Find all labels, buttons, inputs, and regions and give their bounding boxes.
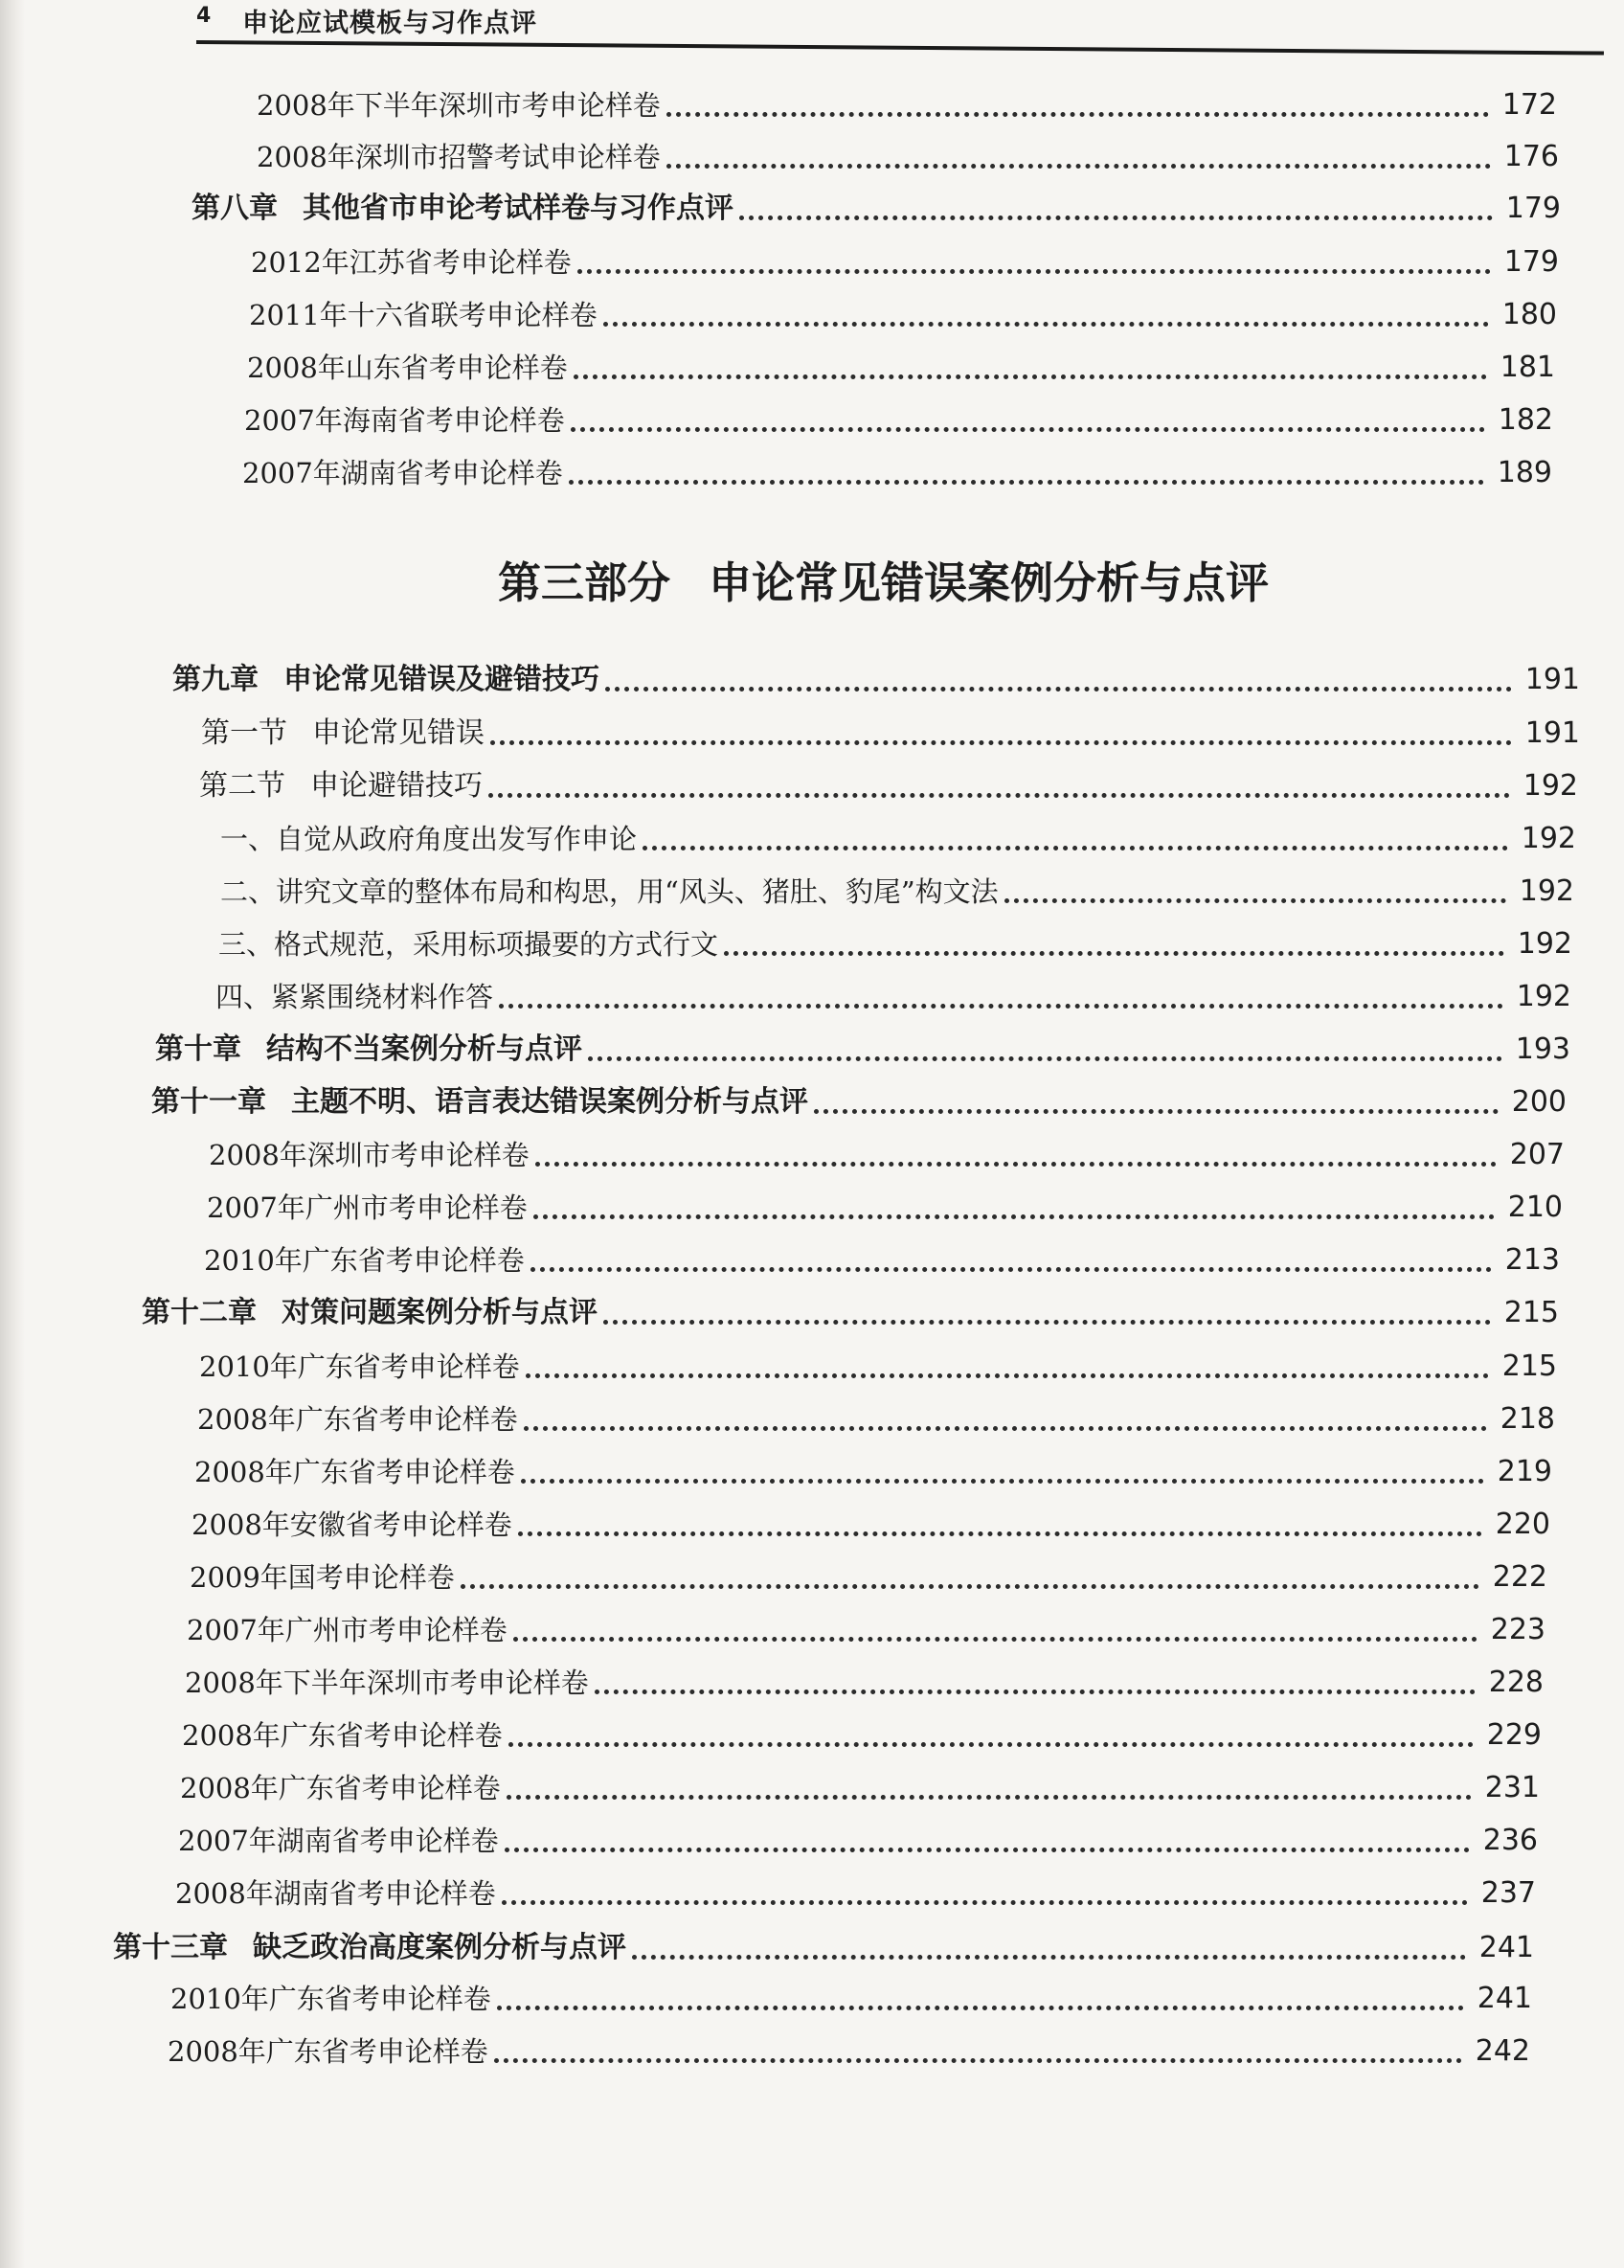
chapter-label: 第九章 bbox=[172, 663, 259, 696]
toc-page-number: 192 bbox=[1521, 822, 1576, 855]
toc-page-number: 191 bbox=[1524, 663, 1580, 696]
toc-entry-text: 2008年广东省考申论样卷 bbox=[182, 1719, 503, 1752]
section-title: 申论常见错误 bbox=[312, 716, 485, 750]
toc-entry bbox=[182, 1712, 1542, 1755]
leader-dots bbox=[521, 1479, 1484, 1484]
toc-entry-text: 2007年湖南省考申论样卷 bbox=[178, 1825, 499, 1857]
toc-entry-text: 2008年安徽省考申论样卷 bbox=[192, 1508, 512, 1541]
toc-page-number: 215 bbox=[1503, 1296, 1559, 1329]
toc-page-number: 241 bbox=[1477, 1982, 1532, 2015]
leader-dots bbox=[507, 1795, 1472, 1800]
toc-page-number: 172 bbox=[1501, 88, 1557, 122]
leader-dots bbox=[574, 374, 1487, 379]
leader-dots bbox=[605, 687, 1512, 692]
toc-page-number: 223 bbox=[1490, 1613, 1545, 1646]
leader-dots bbox=[569, 480, 1484, 485]
toc-entry bbox=[257, 134, 1559, 176]
toc-entry bbox=[180, 1765, 1540, 1807]
toc-entry bbox=[220, 816, 1576, 858]
toc-entry-text: 2008年湖南省考申论样卷 bbox=[175, 1877, 496, 1910]
toc-chapter bbox=[151, 1079, 1567, 1122]
toc-entry-text: 2008年广东省考申论样卷 bbox=[197, 1403, 518, 1436]
chapter-title: 对策问题案例分析与点评 bbox=[282, 1296, 598, 1329]
toc-page-number: 231 bbox=[1484, 1771, 1540, 1804]
header-rule bbox=[196, 40, 1604, 56]
toc-entry-text: 2007年广州市考申论样卷 bbox=[207, 1191, 528, 1224]
toc-entry-text: 2008年广东省考申论样卷 bbox=[194, 1456, 515, 1488]
toc-entry-text: 2008年深圳市招警考试申论样卷 bbox=[257, 141, 661, 173]
chapter-label: 第十章 bbox=[155, 1032, 241, 1066]
toc-section bbox=[199, 763, 1578, 805]
toc-page-number: 237 bbox=[1480, 1876, 1536, 1910]
toc-page-number: 242 bbox=[1475, 2034, 1530, 2068]
header-book-title: 申论应试模板与习作点评 bbox=[242, 9, 537, 38]
page-edge-shadow bbox=[0, 0, 25, 2268]
chapter-label: 第八章 bbox=[192, 192, 278, 225]
toc-page-number: 189 bbox=[1497, 456, 1552, 489]
toc-chapter bbox=[172, 657, 1580, 699]
leader-dots bbox=[461, 1584, 1479, 1589]
toc-page-number: 176 bbox=[1503, 140, 1559, 173]
toc-entry-text: 2007年广州市考申论样卷 bbox=[187, 1614, 508, 1646]
toc-entry bbox=[257, 82, 1557, 125]
leader-dots bbox=[502, 1900, 1468, 1905]
toc-entry bbox=[170, 1976, 1532, 2018]
running-header bbox=[196, 0, 1613, 50]
leader-dots bbox=[497, 2006, 1464, 2010]
toc-page-number: 241 bbox=[1478, 1931, 1534, 1964]
leader-dots bbox=[666, 112, 1489, 117]
toc-page-number: 179 bbox=[1505, 192, 1561, 225]
toc-page-number: 182 bbox=[1498, 403, 1553, 437]
leader-dots bbox=[666, 164, 1491, 169]
toc-entry-text: 2007年湖南省考申论样卷 bbox=[242, 457, 563, 489]
leader-dots bbox=[533, 1214, 1495, 1219]
toc-page-number: 180 bbox=[1501, 298, 1557, 331]
toc-entry bbox=[242, 450, 1552, 492]
toc-entry bbox=[220, 869, 1574, 911]
leader-dots bbox=[577, 269, 1491, 274]
toc-page-number: 200 bbox=[1511, 1085, 1567, 1119]
toc-entry-text: 一、自觉从政府角度出发写作申论 bbox=[220, 823, 638, 855]
leader-dots bbox=[494, 2058, 1462, 2063]
toc-entry bbox=[192, 1502, 1550, 1544]
toc-entry-text: 三、格式规范，采用标项撮要的方式行文 bbox=[218, 928, 719, 961]
toc-entry bbox=[247, 345, 1555, 387]
leader-dots bbox=[488, 793, 1510, 798]
chapter-title: 申论常见错误及避错技巧 bbox=[283, 663, 599, 696]
header-page-number: 4 bbox=[196, 4, 212, 28]
toc-page-number: 220 bbox=[1495, 1508, 1550, 1541]
toc-entry bbox=[244, 397, 1553, 440]
chapter-title: 缺乏政治高度案例分析与点评 bbox=[253, 1931, 626, 1964]
toc-page-number: 210 bbox=[1507, 1191, 1563, 1224]
toc-entry-text: 2008年山东省考申论样卷 bbox=[247, 352, 568, 384]
leader-dots bbox=[595, 1690, 1476, 1694]
toc-entry-text: 2011年十六省联考申论样卷 bbox=[249, 299, 598, 331]
leader-dots bbox=[524, 1426, 1487, 1431]
toc-entry-text: 2008年下半年深圳市考申论样卷 bbox=[257, 89, 661, 122]
toc-entry bbox=[215, 974, 1571, 1016]
leader-dots bbox=[535, 1162, 1497, 1167]
toc-entry-text: 2010年广东省考申论样卷 bbox=[170, 1983, 491, 2015]
toc-page-number: 192 bbox=[1517, 927, 1572, 961]
toc-section bbox=[201, 711, 1580, 753]
part-label: 第三部分 bbox=[498, 557, 671, 608]
toc-entry bbox=[207, 1185, 1563, 1227]
toc-entry-text: 2010年广东省考申论样卷 bbox=[204, 1244, 525, 1277]
part-heading bbox=[498, 548, 1321, 615]
leader-dots bbox=[643, 846, 1508, 850]
toc-entry bbox=[178, 1818, 1538, 1860]
toc-entry bbox=[204, 1237, 1560, 1280]
chapter-title: 主题不明、语言表达错误案例分析与点评 bbox=[291, 1085, 808, 1119]
toc-entry-text: 2010年广东省考申论样卷 bbox=[199, 1350, 520, 1383]
toc-entry bbox=[175, 1871, 1536, 1913]
toc-chapter bbox=[113, 1925, 1534, 1967]
leader-dots bbox=[739, 215, 1493, 220]
leader-dots bbox=[603, 322, 1489, 327]
toc-page-number: 236 bbox=[1482, 1824, 1538, 1857]
toc-page-number: 192 bbox=[1519, 874, 1574, 908]
toc-chapter bbox=[142, 1290, 1559, 1332]
toc-entry bbox=[185, 1660, 1544, 1702]
leader-dots bbox=[603, 1320, 1491, 1325]
toc-chapter bbox=[155, 1027, 1570, 1069]
leader-dots bbox=[632, 1955, 1466, 1960]
toc-page-number: 219 bbox=[1497, 1455, 1552, 1488]
toc-entry-text: 2007年海南省考申论样卷 bbox=[244, 404, 565, 437]
leader-dots bbox=[1004, 898, 1506, 903]
toc-entry bbox=[194, 1449, 1552, 1491]
toc-entry bbox=[187, 1607, 1545, 1649]
toc-entry bbox=[199, 1344, 1557, 1386]
toc-page-number: 229 bbox=[1486, 1718, 1542, 1752]
part-title: 申论常见错误案例分析与点评 bbox=[709, 557, 1270, 608]
toc-entry-text: 四、紧紧围绕材料作答 bbox=[215, 981, 494, 1013]
leader-dots bbox=[588, 1056, 1502, 1061]
toc-entry-text: 2009年国考申论样卷 bbox=[190, 1561, 455, 1594]
chapter-title: 结构不当案例分析与点评 bbox=[266, 1032, 582, 1066]
toc-page-number: 192 bbox=[1522, 769, 1578, 803]
toc-page-number: 218 bbox=[1500, 1402, 1555, 1436]
leader-dots bbox=[505, 1848, 1470, 1852]
toc-page-number: 181 bbox=[1500, 351, 1555, 384]
toc-entry-text: 二、讲究文章的整体布局和构思，用“风头、猪肚、豹尾”构文法 bbox=[220, 875, 999, 908]
chapter-label: 第十二章 bbox=[142, 1296, 257, 1329]
toc-page-number: 193 bbox=[1515, 1032, 1570, 1066]
leader-dots bbox=[490, 740, 1512, 745]
toc-entry bbox=[190, 1554, 1547, 1597]
section-title: 申论避错技巧 bbox=[310, 769, 483, 803]
toc-page-number: 215 bbox=[1501, 1349, 1557, 1383]
leader-dots bbox=[530, 1267, 1492, 1272]
leader-dots bbox=[526, 1373, 1489, 1378]
toc-entry bbox=[251, 239, 1559, 282]
toc-entry bbox=[249, 292, 1557, 334]
leader-dots bbox=[518, 1531, 1482, 1536]
toc-page-number: 228 bbox=[1488, 1666, 1544, 1699]
toc-page-number: 179 bbox=[1503, 245, 1559, 279]
toc-entry-text: 2012年江苏省考申论样卷 bbox=[251, 246, 572, 279]
toc-entry-text: 2008年深圳市考申论样卷 bbox=[209, 1139, 530, 1171]
leader-dots bbox=[508, 1742, 1474, 1747]
leader-dots bbox=[724, 951, 1504, 956]
chapter-title: 其他省市申论考试样卷与习作点评 bbox=[303, 192, 733, 225]
toc-entry-text: 2008年广东省考申论样卷 bbox=[180, 1772, 501, 1804]
toc-page-number: 222 bbox=[1492, 1560, 1547, 1594]
toc-page-number: 213 bbox=[1504, 1243, 1560, 1277]
toc-entry-text: 2008年下半年深圳市考申论样卷 bbox=[185, 1667, 589, 1699]
chapter-label: 第十一章 bbox=[151, 1085, 266, 1119]
toc-entry bbox=[218, 921, 1572, 964]
leader-dots bbox=[499, 1004, 1503, 1009]
toc-entry-text: 2008年广东省考申论样卷 bbox=[168, 2035, 488, 2068]
leader-dots bbox=[814, 1109, 1499, 1114]
section-label: 第二节 bbox=[199, 769, 285, 803]
section-label: 第一节 bbox=[201, 716, 287, 750]
chapter-label: 第十三章 bbox=[113, 1931, 228, 1964]
toc-page-number: 192 bbox=[1516, 980, 1571, 1013]
toc-entry bbox=[168, 2029, 1530, 2071]
toc-entry bbox=[197, 1396, 1555, 1439]
leader-dots bbox=[571, 427, 1485, 432]
toc-page-number: 191 bbox=[1524, 716, 1580, 750]
toc-entry bbox=[209, 1132, 1565, 1174]
toc-chapter bbox=[192, 186, 1561, 228]
toc-page-number: 207 bbox=[1509, 1138, 1565, 1171]
leader-dots bbox=[513, 1637, 1477, 1642]
